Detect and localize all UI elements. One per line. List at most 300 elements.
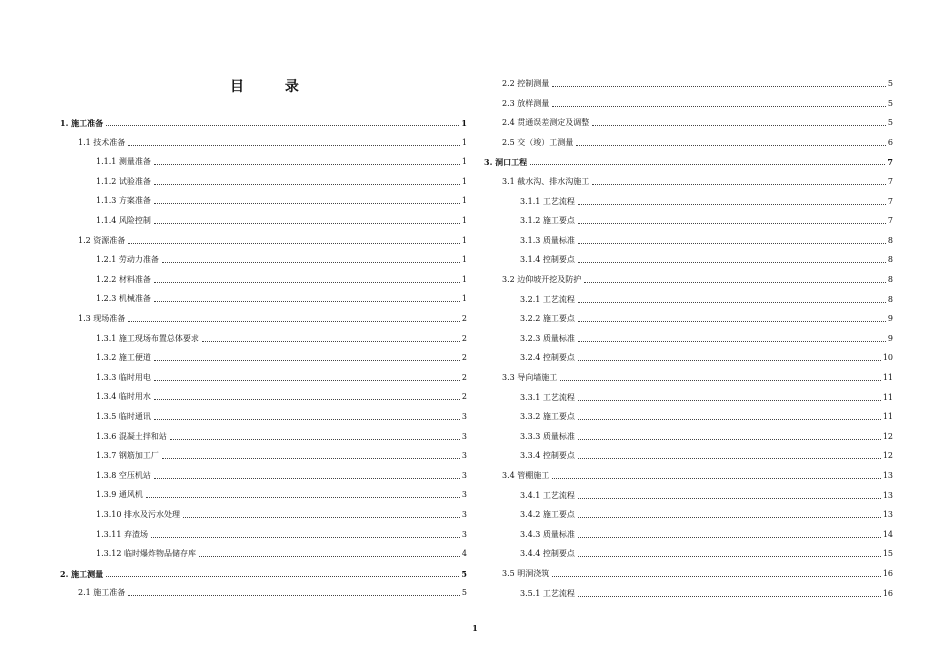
toc-entry-page: 10 — [882, 353, 893, 363]
toc-entry-number: 1.3.8 — [96, 470, 117, 480]
toc-entry-number: 1.3.6 — [96, 431, 117, 441]
toc-entry-number: 1.3.5 — [96, 412, 117, 421]
dot-leader — [154, 222, 460, 224]
toc-entry-title — [60, 118, 104, 128]
toc-entry-number: 1.2 — [78, 235, 91, 245]
toc-entry-number: 1.3.1 — [96, 333, 117, 343]
dot-leader — [106, 575, 459, 577]
toc-entry-number: 1.3.3 — [96, 372, 117, 382]
toc-entry-page: 3 — [461, 412, 467, 421]
toc-entry-title — [96, 451, 160, 461]
toc-entry[interactable] — [60, 251, 467, 265]
toc-entry-page: 1 — [461, 137, 467, 147]
toc-entry[interactable] — [60, 192, 467, 206]
toc-entry-title — [96, 177, 152, 187]
toc-entry-label: 施工便道 — [118, 353, 151, 363]
toc-entry-page: 8 — [887, 255, 893, 265]
toc-entry-title — [520, 314, 576, 324]
dot-leader — [578, 497, 881, 499]
toc-entry-title — [96, 510, 181, 520]
toc-entry-label: 施工测量 — [71, 568, 104, 579]
dot-leader — [578, 301, 886, 303]
toc-entry-title — [502, 138, 574, 148]
toc-entry[interactable] — [484, 526, 893, 540]
dot-leader — [170, 438, 460, 440]
toc-entry-number: 1.3.7 — [96, 451, 117, 461]
toc-entry[interactable] — [484, 212, 893, 226]
toc-entry-title — [520, 255, 576, 265]
toc-entry-label: 施工要点 — [542, 216, 575, 226]
toc-entry-title — [96, 353, 152, 363]
toc-entry-label: 通风机 — [118, 490, 143, 500]
dot-leader — [578, 595, 881, 597]
toc-entry[interactable] — [60, 584, 467, 598]
toc-entry-label: 空压机站 — [118, 470, 151, 480]
toc-entry-title — [520, 451, 576, 461]
toc-entry-number: 2.2 — [502, 79, 515, 88]
toc-entry-number: 3.3 — [502, 373, 515, 382]
toc-entry-page: 7 — [887, 177, 893, 186]
toc-entry-label: 施工要点 — [542, 510, 575, 520]
toc-entry[interactable] — [60, 290, 467, 304]
toc-entry-page: 12 — [882, 451, 893, 461]
toc-entry-page: 3 — [461, 431, 467, 441]
toc-entry-label: 质量标准 — [542, 529, 575, 539]
toc-entry-page: 3 — [461, 451, 467, 461]
toc-entry-page: 6 — [887, 137, 893, 147]
toc-entry-page: 2 — [461, 353, 467, 363]
toc-entry[interactable] — [60, 310, 467, 324]
toc-entry[interactable] — [60, 134, 467, 148]
toc-entry[interactable] — [60, 526, 467, 540]
dot-leader — [162, 457, 460, 459]
toc-entry-number: 1.3.4 — [96, 392, 117, 402]
toc-entry-label: 放样测量 — [517, 98, 550, 108]
toc-entry-number: 2.1 — [78, 588, 91, 598]
toc-entry[interactable] — [60, 330, 467, 344]
toc-entry-label: 弃渣场 — [124, 529, 148, 539]
dot-leader — [578, 340, 886, 342]
toc-entry-page: 3 — [461, 490, 467, 500]
dot-leader — [154, 398, 460, 400]
toc-entry-number: 1. — [60, 118, 69, 128]
toc-entry-label: 施工现场布置总体要求 — [118, 333, 199, 343]
toc-entry[interactable] — [484, 95, 893, 109]
toc-entry[interactable] — [60, 173, 467, 187]
toc-entry-label: 工艺流程 — [542, 196, 575, 206]
toc-entry-page: 8 — [887, 275, 893, 284]
toc-entry[interactable] — [484, 271, 893, 285]
dot-leader — [578, 555, 881, 557]
dot-leader — [552, 105, 886, 107]
dot-leader — [183, 516, 460, 518]
toc-entry[interactable] — [484, 447, 893, 461]
toc-entry-number: 3.2.2 — [520, 314, 541, 324]
toc-entry-title — [96, 294, 152, 304]
toc-entry-label: 导向墙施工 — [517, 373, 558, 382]
toc-entry-title — [96, 490, 144, 500]
toc-entry-page: 13 — [882, 510, 893, 520]
toc-entry-number: 3.1 — [502, 177, 515, 186]
dot-leader — [154, 281, 460, 283]
dot-leader — [592, 124, 886, 126]
toc-entry[interactable] — [484, 291, 893, 305]
toc-entry-label: 控制测量 — [517, 79, 550, 88]
toc-entry-page: 11 — [882, 412, 893, 422]
toc-entry-number: 3.2.1 — [520, 294, 541, 304]
toc-entry-page: 7 — [887, 157, 893, 168]
dot-leader — [154, 202, 460, 204]
dot-leader — [128, 594, 460, 596]
dot-leader — [578, 536, 881, 538]
toc-entry-title — [96, 392, 152, 402]
toc-entry-number: 1.2.1 — [96, 255, 117, 265]
toc-entry[interactable] — [484, 349, 893, 363]
toc-entry-page: 14 — [882, 529, 893, 539]
toc-entry-number: 1.1.1 — [96, 157, 117, 167]
dot-leader — [151, 536, 460, 538]
toc-entry-page: 5 — [461, 568, 467, 579]
toc-entry-page: 8 — [887, 294, 893, 304]
dot-leader — [154, 477, 460, 479]
toc-entry-page: 2 — [461, 372, 467, 382]
toc-entry[interactable] — [60, 153, 467, 167]
toc-entry-title — [78, 138, 126, 148]
toc-entry-page: 9 — [887, 333, 893, 343]
toc-entry-number: 3.2.3 — [520, 333, 541, 343]
toc-entry[interactable] — [60, 447, 467, 461]
toc-entry-label: 控制要点 — [542, 255, 575, 265]
toc-entry-page: 1 — [461, 176, 467, 186]
toc-entry-page: 1 — [461, 157, 467, 167]
dot-leader — [578, 516, 881, 518]
dot-leader — [578, 242, 886, 244]
toc-entry-label: 施工要点 — [542, 412, 575, 422]
toc-entry-page: 11 — [882, 373, 893, 382]
toc-entry-number: 2. — [60, 568, 69, 579]
toc-entry[interactable] — [60, 349, 467, 363]
toc-entry-number: 3.3.1 — [520, 392, 541, 402]
toc-entry[interactable] — [60, 428, 467, 442]
page-title: 目 录 — [230, 79, 317, 95]
dot-leader — [202, 340, 460, 342]
toc-entry-page: 3 — [461, 510, 467, 519]
toc-entry[interactable] — [484, 408, 893, 422]
toc-entry[interactable] — [484, 173, 893, 187]
toc-entry-label: 质量标准 — [542, 333, 575, 343]
toc-entry-label: 工艺流程 — [542, 392, 575, 402]
toc-entry-page: 16 — [882, 588, 893, 598]
toc-entry-title — [96, 216, 152, 226]
dot-leader — [578, 438, 881, 440]
toc-entry-label: 贯通误差测定及调整 — [517, 118, 590, 128]
toc-entry-label: 现场准备 — [93, 314, 126, 323]
toc-entry-page: 1 — [461, 294, 467, 304]
toc-entry-title — [96, 157, 152, 167]
dot-leader — [578, 222, 886, 224]
toc-entry-label: 材料准备 — [118, 274, 151, 284]
toc-entry-title — [520, 510, 576, 520]
toc-entry-title — [96, 275, 152, 285]
toc-entry[interactable] — [484, 545, 893, 559]
toc-entry-page: 12 — [882, 431, 893, 441]
toc-entry-title — [502, 79, 550, 89]
toc-entry-label: 临时用水 — [118, 392, 151, 402]
toc-entry-label: 测量准备 — [118, 157, 151, 167]
toc-entry[interactable] — [484, 114, 893, 128]
dot-leader — [576, 144, 886, 146]
toc-entry-label: 管棚施工 — [517, 471, 550, 480]
toc-entry-page: 7 — [887, 216, 893, 226]
toc-entry-label: 控制要点 — [542, 451, 575, 461]
toc-entry[interactable] — [60, 271, 467, 285]
toc-entry-title — [502, 118, 590, 128]
toc-entry[interactable] — [484, 330, 893, 344]
toc-entry[interactable] — [484, 232, 893, 246]
toc-entry-title — [96, 255, 160, 265]
toc-entry-page: 5 — [887, 98, 893, 108]
toc-entry-title — [502, 569, 550, 579]
toc-entry-title — [520, 197, 576, 207]
toc-entry-number: 1.2.2 — [96, 274, 117, 284]
dot-leader — [552, 85, 886, 87]
toc-entry[interactable] — [60, 232, 467, 246]
toc-entry-page: 2 — [461, 314, 467, 323]
toc-entry-number: 3.4.1 — [520, 490, 541, 500]
toc-entry-number: 3.3.3 — [520, 431, 541, 441]
toc-entry-page: 5 — [461, 588, 467, 598]
toc-entry-label: 边仰坡开挖及防护 — [517, 275, 582, 284]
toc-entry-title — [520, 530, 576, 540]
toc-entry[interactable] — [484, 506, 893, 520]
page-number: 1 — [472, 623, 478, 633]
toc-entry-label: 钢筋加工厂 — [118, 451, 159, 461]
toc-entry-title — [78, 588, 126, 598]
toc-entry-label: 施工准备 — [93, 588, 126, 598]
toc-entry-number: 1.3.12 — [96, 549, 122, 559]
dot-leader — [154, 359, 460, 361]
toc-entry-number: 3.3.2 — [520, 412, 541, 422]
toc-entry-page: 15 — [882, 549, 893, 559]
dot-leader — [592, 183, 886, 185]
toc-entry-title — [78, 236, 126, 246]
dot-leader — [154, 418, 460, 420]
toc-entry[interactable] — [60, 114, 467, 128]
toc-entry-label: 工艺流程 — [542, 294, 575, 304]
dot-leader — [578, 261, 886, 263]
toc-entry-number: 3.4.3 — [520, 529, 541, 539]
dot-leader — [552, 477, 881, 479]
toc-entry-number: 3.5 — [502, 569, 515, 578]
dot-leader — [128, 320, 460, 322]
toc-entry-label: 临时通讯 — [118, 412, 151, 421]
dot-leader — [578, 418, 881, 420]
toc-entry-title — [502, 177, 590, 187]
toc-entry-number: 1.3 — [78, 314, 91, 323]
toc-entry-number: 1.3.11 — [96, 529, 122, 539]
toc-entry-label: 工艺流程 — [542, 490, 575, 500]
toc-entry[interactable] — [60, 467, 467, 481]
dot-leader — [154, 163, 460, 165]
toc-entry-label: 洞口工程 — [495, 157, 528, 168]
toc-entry-title — [520, 432, 576, 442]
toc-entry-number: 3. — [484, 157, 493, 168]
toc-entry-title — [96, 530, 149, 540]
toc-entry-title — [520, 353, 576, 363]
toc-entry-page: 13 — [882, 471, 893, 480]
toc-entry-page: 4 — [461, 549, 467, 559]
dot-leader — [530, 163, 885, 165]
toc-entry-label: 劳动力准备 — [118, 255, 159, 265]
toc-entry-page: 2 — [461, 392, 467, 402]
toc-entry-number: 2.5 — [502, 137, 515, 147]
toc-entry-title — [60, 569, 104, 579]
toc-entry[interactable] — [484, 369, 893, 383]
toc-entry-number: 1.3.2 — [96, 353, 117, 363]
toc-entry-label: 风险控制 — [118, 216, 151, 225]
toc-entry-label: 控制要点 — [542, 353, 575, 363]
dot-leader — [578, 457, 881, 459]
toc-entry-page: 9 — [887, 314, 893, 324]
toc-entry-label: 技术准备 — [93, 137, 126, 147]
toc-entry[interactable] — [60, 212, 467, 226]
dot-leader — [128, 242, 460, 244]
toc-entry[interactable] — [60, 369, 467, 383]
dot-leader — [552, 575, 881, 577]
dot-leader — [154, 379, 460, 381]
toc-entry-page: 1 — [461, 196, 467, 206]
dot-leader — [199, 555, 460, 557]
toc-entry-title — [78, 314, 126, 324]
toc-entry-number: 1.3.9 — [96, 490, 117, 500]
toc-entry[interactable] — [484, 193, 893, 207]
toc-entry-number: 1.3.10 — [96, 510, 122, 519]
toc-entry-number: 1.1.3 — [96, 196, 117, 206]
toc-entry-title — [484, 157, 528, 167]
dot-leader — [578, 399, 881, 401]
toc-entry-page: 3 — [461, 470, 467, 480]
toc-entry-number: 3.1.3 — [520, 235, 541, 245]
toc-entry-title — [520, 236, 576, 246]
toc-entry-page: 1 — [461, 274, 467, 284]
toc-entry-title — [502, 373, 558, 383]
toc-entry-label: 施工准备 — [71, 118, 104, 128]
toc-entry-title — [96, 334, 200, 344]
toc-entry-label: 试验准备 — [118, 176, 151, 186]
toc-entry-title — [96, 549, 197, 559]
toc-entry-title — [502, 275, 582, 285]
toc-entry-page: 7 — [887, 196, 893, 206]
toc-entry-page: 5 — [887, 118, 893, 128]
toc-entry-page: 1 — [461, 235, 467, 245]
toc-entry-number: 3.1.4 — [520, 255, 541, 265]
toc-entry-title — [96, 196, 152, 206]
toc-entry-label: 质量标准 — [542, 235, 575, 245]
dot-leader — [146, 496, 460, 498]
toc-entry-number: 3.1.1 — [520, 196, 541, 206]
toc-entry-label: 交（竣）工测量 — [517, 137, 574, 147]
toc-entry-title — [502, 99, 550, 109]
toc-entry-number: 1.1.2 — [96, 176, 117, 186]
toc-entry-title — [96, 373, 152, 383]
toc-entry-label: 临时用电 — [118, 372, 151, 382]
toc-entry-title — [520, 216, 576, 226]
toc-entry-number: 3.1.2 — [520, 216, 541, 226]
dot-leader — [578, 203, 886, 205]
toc-entry-page: 1 — [461, 118, 467, 128]
toc-entry-title — [520, 393, 576, 403]
toc-entry-page: 8 — [887, 235, 893, 245]
toc-entry-number: 3.3.4 — [520, 451, 541, 461]
dot-leader — [162, 261, 460, 263]
toc-entry-number: 3.2 — [502, 275, 515, 284]
toc-entry-number: 1.1 — [78, 137, 91, 147]
toc-entry-label: 截水沟、排水沟施工 — [517, 177, 590, 186]
toc-entry[interactable] — [484, 310, 893, 324]
toc-entry-number: 3.4.2 — [520, 510, 541, 520]
toc-entry-title — [502, 471, 550, 481]
toc-entry-page: 3 — [461, 529, 467, 539]
toc-entry[interactable] — [484, 487, 893, 501]
toc-entry-label: 混凝土拌和站 — [118, 431, 167, 441]
toc-entry-page: 13 — [882, 490, 893, 500]
toc-entry[interactable] — [484, 389, 893, 403]
toc-entry-title — [520, 334, 576, 344]
toc-entry[interactable] — [484, 585, 893, 599]
toc-entry-label: 工艺流程 — [542, 588, 575, 598]
toc-entry-number: 1.2.3 — [96, 294, 117, 304]
dot-leader — [128, 144, 460, 146]
toc-entry[interactable] — [484, 75, 893, 89]
dot-leader — [578, 320, 886, 322]
toc-entry-title — [96, 471, 152, 481]
toc-entry[interactable] — [484, 251, 893, 265]
toc-entry[interactable] — [60, 388, 467, 402]
toc-entry-title — [520, 549, 576, 559]
toc-entry-number: 2.4 — [502, 118, 515, 128]
toc-entry-page: 2 — [461, 333, 467, 343]
toc-entry[interactable] — [60, 486, 467, 500]
toc-entry[interactable] — [484, 565, 893, 579]
toc-entry[interactable] — [60, 408, 467, 422]
toc-entry-label: 排水及污水处理 — [124, 510, 180, 519]
toc-entry-number: 3.4 — [502, 471, 515, 480]
toc-entry-number: 3.4.4 — [520, 549, 541, 559]
dot-leader — [154, 300, 460, 302]
dot-leader — [578, 359, 881, 361]
toc-entry-label: 施工要点 — [542, 314, 575, 324]
toc-entry-page: 16 — [882, 569, 893, 578]
toc-entry[interactable] — [60, 565, 467, 579]
dot-leader — [584, 281, 886, 283]
toc-entry[interactable] — [484, 134, 893, 148]
toc-entry-page: 1 — [461, 216, 467, 225]
toc-entry-page: 1 — [461, 255, 467, 265]
toc-entry[interactable] — [484, 153, 893, 167]
toc-entry-label: 临时爆炸物品储存库 — [124, 549, 196, 559]
toc-entry[interactable] — [60, 506, 467, 520]
toc-entry[interactable] — [60, 545, 467, 559]
toc-entry-title — [96, 412, 152, 422]
toc-entry-page: 5 — [887, 79, 893, 88]
toc-entry-title — [520, 295, 576, 305]
toc-entry-label: 质量标准 — [542, 431, 575, 441]
toc-entry[interactable] — [484, 467, 893, 481]
toc-entry[interactable] — [484, 428, 893, 442]
toc-entry-number: 1.1.4 — [96, 216, 117, 225]
toc-entry-title — [520, 589, 576, 599]
toc-entry-label: 明洞浇筑 — [517, 569, 550, 578]
